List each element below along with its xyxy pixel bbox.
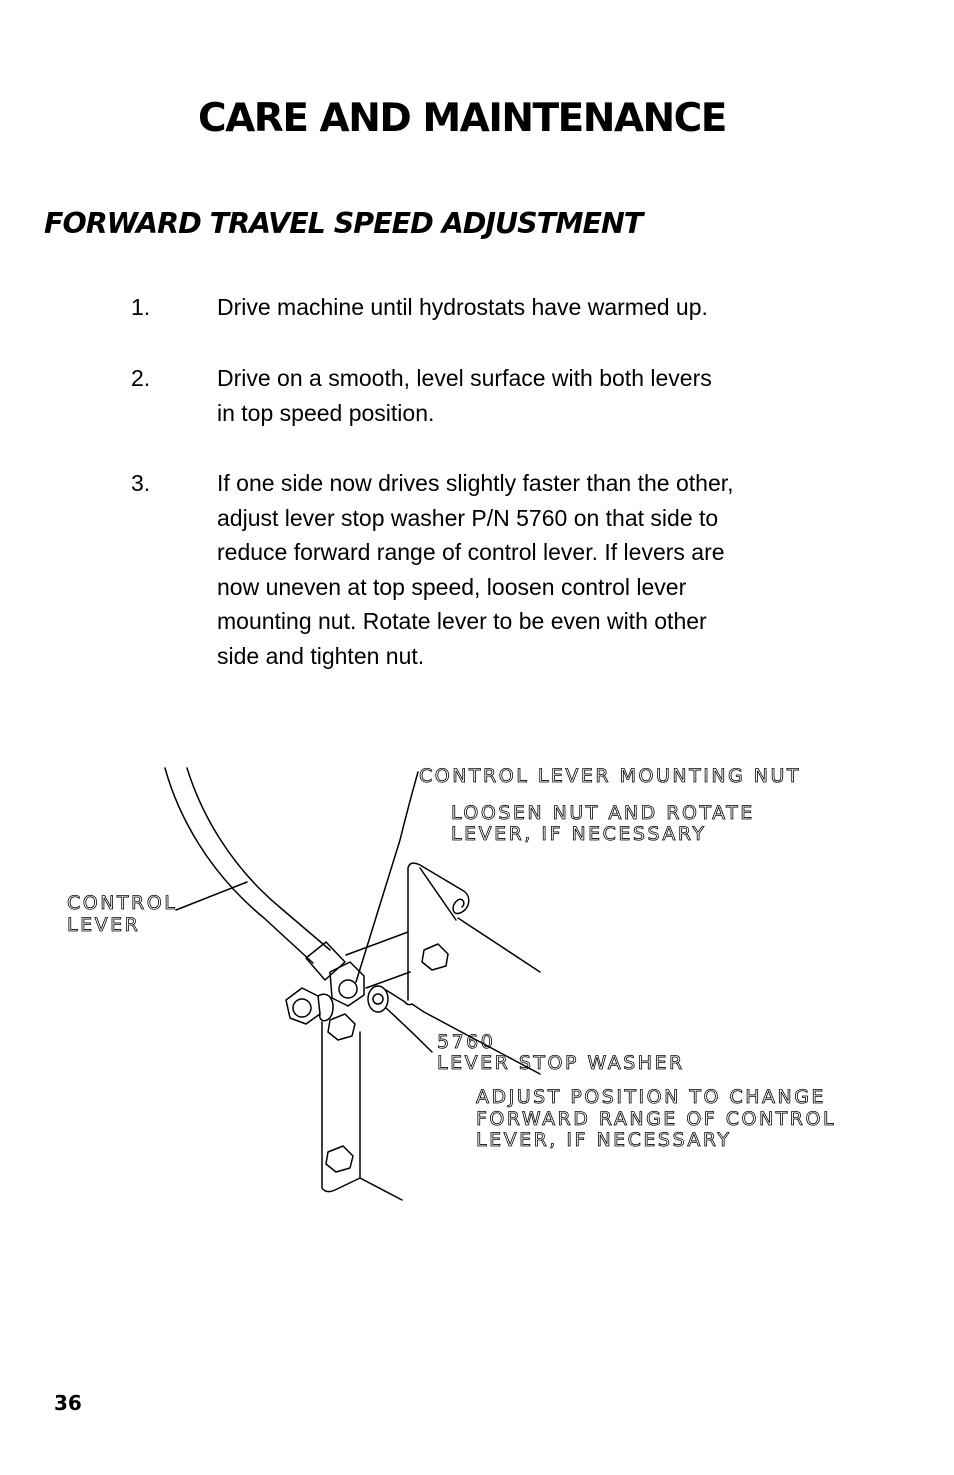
step-number: 2. [131, 365, 151, 391]
step-text: If one side now drives slightly faster than the other, [217, 470, 734, 496]
bracket-bolt [328, 1014, 355, 1040]
bracket-arm-edge [360, 1178, 402, 1200]
pivot-shaft [346, 932, 410, 988]
step-text: now uneven at top speed, loosen control lever [217, 574, 687, 600]
step-text: side and tighten nut. [217, 643, 425, 669]
label-washer-note: ADJUST POSITION TO CHANGE [476, 1086, 826, 1108]
label-mounting-nut: CONTROL LEVER MOUNTING NUT [419, 765, 802, 787]
mounting-nut [330, 962, 364, 1006]
bracket-bolt [422, 944, 448, 970]
section-title: FORWARD TRAVEL SPEED ADJUSTMENT [44, 207, 643, 240]
bracket-plate-edge [458, 918, 540, 972]
label-washer-note: LEVER, IF NECESSARY [476, 1129, 732, 1151]
step-text: Drive on a smooth, level surface with both levers [217, 365, 712, 391]
leader-line-washer [386, 1008, 432, 1052]
step-number: 3. [131, 470, 151, 496]
step-text: adjust lever stop washer P/N 5760 on that side to [217, 505, 719, 531]
step-text: Drive machine until hydrostats have warmed up. [217, 294, 708, 320]
lever-pivot-nut [286, 988, 320, 1024]
bracket-plate [408, 863, 462, 1000]
label-mounting-nut-note: LOOSEN NUT AND ROTATE [451, 802, 755, 824]
page-title: CARE AND MAINTENANCE [198, 96, 726, 141]
page-number: 36 [54, 1391, 82, 1415]
leader-line-control-lever [176, 882, 247, 910]
label-washer-note: FORWARD RANGE OF CONTROL [476, 1108, 837, 1130]
lever-stop-washer [368, 986, 388, 1012]
step-text: in top speed position. [217, 400, 435, 426]
bracket-bolt [326, 1146, 353, 1172]
label-control-lever: CONTROL [67, 892, 178, 914]
bracket-plate-curl [453, 890, 469, 914]
step-text: reduce forward range of control lever. If levers are [217, 539, 725, 565]
label-mounting-nut-note: LEVER, IF NECESSARY [451, 823, 707, 845]
step-number: 1. [131, 294, 151, 320]
lever-pivot-washer [318, 994, 333, 1021]
mounting-nut-face [339, 980, 357, 998]
step-text: mounting nut. Rotate lever to be even with other [217, 608, 707, 634]
lever-stop-washer-hole [373, 994, 383, 1004]
label-washer-part-number: 5760 [437, 1031, 496, 1053]
label-control-lever: LEVER [67, 914, 141, 936]
lever-adjustment-diagram [40, 755, 880, 1215]
label-washer-name: LEVER STOP WASHER [437, 1052, 685, 1074]
lever-pivot-nut-face [293, 999, 311, 1017]
